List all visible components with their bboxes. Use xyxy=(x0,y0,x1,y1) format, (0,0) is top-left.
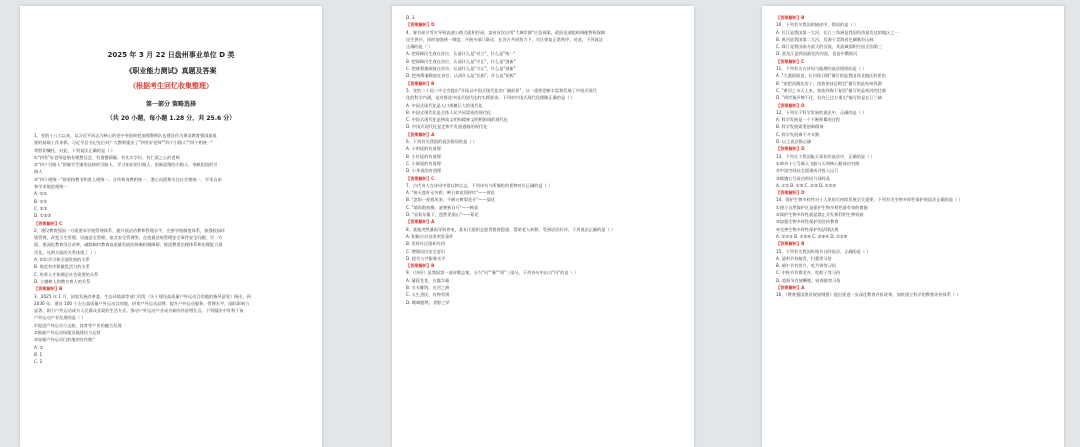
text-line: A. 蒹葭苍苍，白露为霜 xyxy=(406,277,450,283)
text-line: C. 2 xyxy=(34,359,43,365)
text-line: D. 以上说法都正确 xyxy=(776,139,812,145)
text-line: C. ②③ xyxy=(34,205,48,211)
text-line: 户外运动产业发展的是（ ） xyxy=(34,315,86,321)
text-line: A. 小明说的有道理 xyxy=(406,146,441,152)
text-line: 路人 xyxy=(34,169,43,175)
text-line: C. 小刚说的有道理 xyxy=(406,160,441,166)
page-1-body xyxy=(34,132,308,366)
text-line: D. 把统筹兼顾放在首位，认清什么是"长板"，什么是"短板" xyxy=(406,73,516,79)
text-line: ①促进户外运动与文旅、体育等产业的融合发展 xyxy=(34,322,122,328)
answer-line: 【答案解析】A xyxy=(406,219,435,225)
text-line: A. 中国式现代化是人口规模巨大的现代化 xyxy=(406,102,483,108)
answer-line: 【答案解析】D xyxy=(776,190,805,196)
text-line: B. "忽如一夜春风来，千树万树梨花开"——梨花 xyxy=(406,197,495,203)
answer-line: 【答案解析】A xyxy=(406,131,435,137)
text-line: B. 科学发展需要创新精神 xyxy=(776,124,824,130)
text-line: A. "接天莲叶无穷碧，映日荷花别样红"——荷花 xyxy=(406,190,495,196)
text-line: A. 科学发展是一个不断积累的过程 xyxy=(776,117,841,123)
text-line: ②"四个引路人"即做学生锤炼品格的引路人、学习知识的引路人、创新思维的引路人、奉献祖国的引 xyxy=(34,162,218,168)
answer-line: 【答案解析】C xyxy=(406,175,435,181)
text-line: ③嫦娥五号成功带回月球样品 xyxy=(776,175,831,181)
text-line: C. 中秋节有赛龙舟、吃粽子等习俗 xyxy=(776,270,841,276)
text-line: 16、《教育强国建设规划纲要》提出要进一步深化教育评价改革，加快建立科学的教育评价体系（ ） xyxy=(776,292,961,298)
text-line: C. 增强居民安全意识 xyxy=(406,248,446,254)
text-line: 9、《诗经》是我国第一部诗歌总集，分为"风""雅""颂"三部分，下列诗句中出自"风"的是（ ） xyxy=(406,270,579,276)
text-line: B. 小红说的有道理 xyxy=(406,153,441,159)
text-line: C. "墙角数枝梅，凌寒独自开"——梅花 xyxy=(406,204,479,210)
text-line: D. 3 xyxy=(406,15,415,20)
text-line: B. 1 xyxy=(34,351,43,357)
text-line: 8、某地突然暴雨导致停电，某社区组织志愿者排查隐患、帮助老人转移，受到居民好评。下列说法正确的是（ ） xyxy=(406,226,616,232)
answer-line: 【答案解析】B xyxy=(776,241,805,247)
text-line: 代化。这两方面的关系体现了（ ） xyxy=(34,249,99,255)
section-info: （共 20 小题，每小题 1.28 分，共 25.6 分） xyxy=(106,115,236,122)
text-line: 2、建设教育强国一方面要求学校管理体系、提升依法治教和管理水平，完善学校制度体系，加强校园环 xyxy=(34,227,226,233)
text-line: 11、下列有关古诗词与地理的说法错误的是（ ） xyxy=(776,66,867,72)
text-line: B. 把保障民生放在首位，认清什么是"守正"，什么是"创新" xyxy=(406,58,516,64)
text-line: 13、下列关于我国航天事业的说法中，正确的是（ ） xyxy=(776,153,875,159)
text-line: 2030 年，建设 100 个左右高质量户外运动目的地，培育户外运动品牌，提升户外运动服务、管理水平，国际影响力 xyxy=(34,300,250,306)
text-line: A. 把保障民生放在首位，认清什么是"对立"，什么是"统一" xyxy=(406,51,516,57)
text-line: A. 长江是我国第一大河，长江三角洲是我国经济最发达的地区之一 xyxy=(776,29,899,35)
text-line: D. 呦呦鹿鸣，食野之苹 xyxy=(406,299,450,305)
text-line: C. 珠江是我国南方最大的河流，其流域面积位居全国第三 xyxy=(776,44,883,50)
text-line: 3、2025 年 1 月，国家发展改革委、生态环境部等部门印发《关于建设高质量户外运动目的地的指导意见》指出，到 xyxy=(34,293,251,299)
answer-line: 【答案解析】D xyxy=(406,22,435,28)
answer-line: 【答案解析】D xyxy=(776,102,805,108)
text-line: B. 黄河是我国第二大河，发源于青海省巴颜喀拉山脉 xyxy=(776,36,874,42)
page-2-body xyxy=(406,14,680,306)
answer-line: 【答案解析】A xyxy=(776,284,805,290)
text-line: ④完善生物多样性保护的法律法规 xyxy=(776,226,839,232)
text-line: A. ①② B. ①③ C. ②③ D. ①②③ xyxy=(776,182,837,188)
text-line: 14、保护生物多样性对于人类的可持续发展至关重要，下列有关生物多样性保护的说法正确的是（ ） xyxy=(776,197,963,203)
text-line: A. 知识学习和全面发展的关系 xyxy=(34,257,90,263)
text-line: ①"四有"好老师是指有理想信念、有道德情操、有扎实学识、有仁爱之心的老师 xyxy=(34,154,180,160)
document-page-2 xyxy=(392,6,694,447)
text-line: 和学术规范相统一 xyxy=(34,184,68,190)
text-line: 境管理，改变卫生管理、设施安全管理、宿舍安全管理等，在依据法规管理安全事件安全问题；另一方 xyxy=(34,235,223,241)
text-line: 15、下列有关我国传统节日的说法，正确的是（ ） xyxy=(776,248,871,254)
text-line: 化的科学内涵，是对推进中国式现代化的实践要求。下列对中国式现代化理解正确的是（ ） xyxy=(406,95,575,101)
text-line: B. 中国式现代化是全体人民共同富裕的现代化 xyxy=(406,109,492,115)
document-page-3 xyxy=(762,6,1064,447)
text-line: 等殷切嘱托。对此，下列说法正确的是（ ） xyxy=(34,147,115,153)
document-source-note: （根据考生回忆收集整理） xyxy=(129,82,213,90)
answer-line: 【答案解析】B xyxy=(406,80,435,86)
text-line: ①神舟十七号载人飞船与天和核心舱成功对接 xyxy=(776,160,860,166)
text-line: 7、古代诗人在诗词中常以物言志，下列诗句与所描绘的景物对应正确的是（ ） xyxy=(406,182,553,188)
text-line: D. "采菊东篱下，悠然见南山"——菊花 xyxy=(406,212,479,218)
answer-line: 【答案解析】B xyxy=(776,15,805,20)
text-line: D. "两岸猿声啼不住，轻舟已过万重山"描写的是长江三峡 xyxy=(776,95,883,101)
text-line: B. 规范有序和激发活力的关系 xyxy=(34,264,90,270)
text-line: B. 发挥社区组织作用 xyxy=(406,241,446,247)
text-line: 5、党的二十届三中全会提出"开拓以中国式现代化的广阔前景"，这一重要论断丰富和发展了中国式现代 xyxy=(406,87,597,93)
text-line: D. 小华说的有道理 xyxy=(406,168,442,174)
text-line: ③加强生物多样性保护的宣传教育 xyxy=(776,219,839,225)
text-line: C. 中国式现代化是物质文明和精神文明相协调的现代化 xyxy=(406,117,508,123)
answer-line: 【答案解析】C xyxy=(34,220,63,226)
text-line: 正确的是（ ） xyxy=(406,44,433,50)
text-line: ②中国空间站全面建成并投入运行 xyxy=(776,168,839,174)
text-line: C. 科学发展离不开实践 xyxy=(776,131,820,137)
text-line: B. 端午节有赏月、吃月饼等习俗 xyxy=(776,263,836,269)
text-line: ②鼓励户外运动场地设施建设与运营 xyxy=(34,330,101,336)
text-line: ③加强户外运动目的地的宣传推广 xyxy=(34,337,97,343)
document-title: 2025 年 3 月 22 日盘州事业单位 D 类 xyxy=(107,51,235,59)
text-line: 4、春节前夕雪灾导致高速公路大面积封闭，某省首次启用"大城市群"应急预案，政府迅速组织调配物资保障 xyxy=(406,29,606,35)
text-line: D. ①②③ xyxy=(34,213,52,219)
answer-line: 【答案解析】C xyxy=(776,58,805,64)
text-line: A. ① xyxy=(34,344,44,350)
document-subtitle: 《职业能力测试》真题及答案 xyxy=(125,67,217,75)
text-line: C. 把统筹兼顾放在首位，认清什么是"守正"，什么是"创新" xyxy=(406,66,516,72)
text-line: C. 天生烝民，有物有则 xyxy=(406,292,450,298)
text-line: C. 培养人才和满足社会需要的关系 xyxy=(34,271,99,277)
answer-line: 【答案解析】D xyxy=(776,146,805,152)
text-line: 显著，助力户外运动成为人民群众喜爱的生活方式。推动户外运动产业成为新的经济增长点。下列做法中有利于该 xyxy=(34,308,244,314)
text-line: 1、党的十八大以来，以习近平同志为核心的党中央始终把加强教师队伍建设作为建设教育强国最重 xyxy=(34,133,217,138)
text-line: D. 立德树人和教书育人的关系 xyxy=(34,278,91,284)
text-line: ①建立自然保护区是保护生物多样性最有效的措施 xyxy=(776,204,868,210)
text-line: A. ①②③ B. ①③④ C. ②③④ D. ①②④ xyxy=(776,233,848,239)
text-line: ②保护生物多样性就是禁止开发和利用生物资源 xyxy=(776,212,864,218)
text-line: A. "大漠孤烟直，长河落日圆"描写的是我国西北地区的景色 xyxy=(776,73,886,79)
text-line: D. 中国式现代化是走和平发展道路的现代化 xyxy=(406,124,488,130)
text-line: A. 清明节有踏青、扫墓等习俗 xyxy=(776,255,832,261)
text-line: A. 积极应对各类突发事件 xyxy=(406,233,454,239)
section-title: 第一部分 策略选择 xyxy=(145,101,197,108)
text-line: B. "欲把西湖比西子，淡妆浓抹总相宜"描写的是杭州西湖 xyxy=(776,80,882,86)
answer-line: 【答案解析】B xyxy=(34,286,63,292)
text-line: 民生供应，同时加强统一调度，开展多部门联动，在各方共同努力下，灾区恢复正常秩序。对此，下列说法 xyxy=(406,36,603,42)
text-line: D. 重阳节有放鞭炮、贴春联等习俗 xyxy=(776,277,841,283)
answer-line: 【答案解析】B xyxy=(406,263,435,269)
page-3-body xyxy=(776,14,1050,299)
text-line: D. 提升公共服务水平 xyxy=(406,255,446,261)
text-line: 6、下列有关我国的说法错误的是（ ） xyxy=(406,139,477,145)
text-line: 要的基础工作来抓。习近平总书记先后对广大教师提出了"四有好老师""四个引路人""四个相统一" xyxy=(34,140,214,146)
text-line: 面，要深化教育综合改革，破除制约教育高质量发展的体制机制障碍，推进教育治理体系和治理能力现 xyxy=(34,242,223,248)
text-line: B. ①③ xyxy=(34,198,48,204)
text-line: 10、下列有关我国的描述中，错误的是（ ） xyxy=(776,22,859,28)
text-line: C. "黄河之水天上来，奔流到海不复回"描写的是黄河的壮观 xyxy=(776,87,886,93)
text-line: A. ①② xyxy=(34,191,47,197)
text-line: B. 关关雎鸠，在河之洲 xyxy=(406,284,450,290)
text-line: 12、下列关于科学发展的说法中，正确的是（ ） xyxy=(776,109,867,115)
document-page-1 xyxy=(20,6,322,447)
text-line: ③"四个相统一"即坚持教书和育人相统一、言传和身教相统一、潜心问道和关注社会相统一、学术自由 xyxy=(34,176,222,182)
text-line: D. 黑龙江是我国最北的河流，也是中俄界河 xyxy=(776,51,858,57)
